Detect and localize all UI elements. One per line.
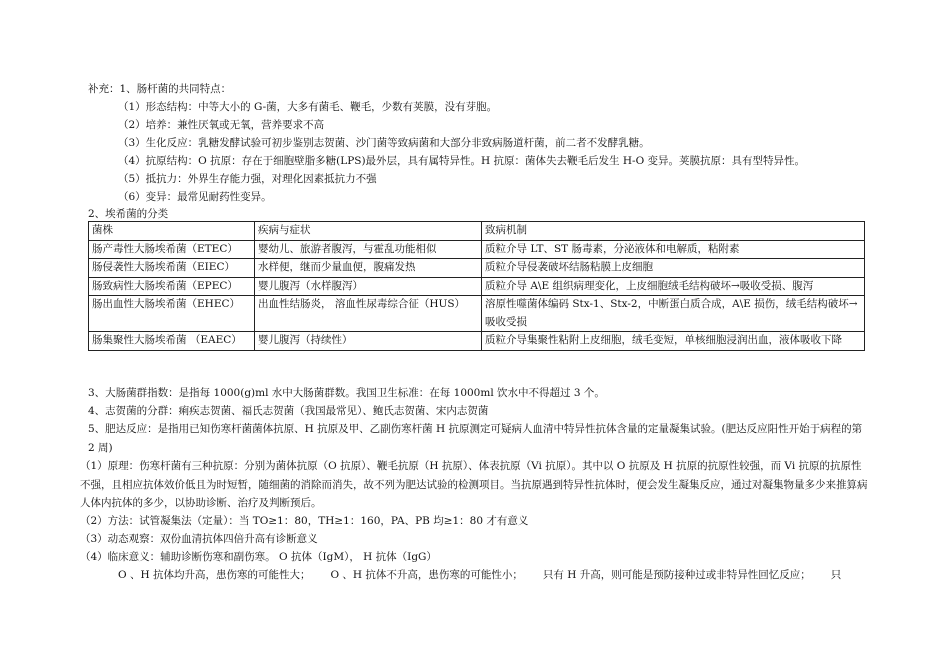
header-disease: 疾病与症状 <box>255 222 482 241</box>
sec1-item-4: （4）抗原结构：O 抗原：存在于细胞壁脂多糖(LPS)最外层，具有属特异性。H 抗原：菌体失去鞭毛后发生 H-O 变异。荚膜抗原：具有型特异性。 <box>118 155 806 167</box>
sec4-shigella-groups: 4、志贺菌的分群：痢疾志贺菌、福氏志贺菌（我国最常见）、鲍氏志贺菌、宋内志贺菌 <box>88 405 489 417</box>
sec1-item-3: （3）生化反应：乳糖发酵试验可初步鉴别志贺菌、沙门菌等致病菌和大部分非致病肠道杆菌，前二者不发酵乳糖。 <box>118 137 650 149</box>
header-strain: 菌株 <box>89 222 255 241</box>
sec1-item-6: （6）变异：最常见耐药性变异。 <box>118 191 272 203</box>
sec2-heading: 2、埃希菌的分类 <box>88 208 169 220</box>
cell-disease: 婴幼儿、旅游者腹泻，与霍乱功能相似 <box>255 240 482 259</box>
ecoli-classification-table <box>88 221 865 351</box>
cell-disease: 出血性结肠炎， 溶血性尿毒综合征（HUS） <box>255 296 482 332</box>
cell-strain: 肠侵袭性大肠埃希菌（EIEC） <box>89 259 255 278</box>
cell-strain: 肠集聚性大肠埃希菌 （EAEC） <box>89 332 255 351</box>
cell-mechanism: 质粒介导 LT、ST 肠毒素，分泌液体和电解质，粘附素 <box>482 240 865 259</box>
cell-strain: 肠致病性大肠埃希菌（EPEC） <box>89 277 255 296</box>
sec5-dynamic: （3）动态观察：双份血清抗体四倍升高有诊断意义 <box>80 533 318 545</box>
cell-disease: 水样便，继而少量血便，腹痛发热 <box>255 259 482 278</box>
cell-strain: 肠产毒性大肠埃希菌（ETEC） <box>89 240 255 259</box>
cell-mechanism: 质粒介导 A\E 组织病理变化，上皮细胞绒毛结构破坏→吸收受损、腹泻 <box>482 277 865 296</box>
cell-disease: 婴儿腹泻（持续性） <box>255 332 482 351</box>
table-row <box>89 277 865 296</box>
sec1-item-1: （1）形态结构：中等大小的 G-菌，大多有菌毛、鞭毛，少数有荚膜，没有芽胞。 <box>118 101 498 113</box>
table-row <box>89 332 865 351</box>
table-row <box>89 259 865 278</box>
sec5-principle: （1）原理：伤寒杆菌有三种抗原：分别为菌体抗原（O 抗原）、鞭毛抗原（H 抗原）、体表抗原（Vi 抗原）。其中以 O 抗原及 H 抗原的抗原性较强，而 Vi 抗原的抗原性不强，且相应抗体效价低且为时短暂，随细菌的消除而消失，故不列为肥达试验的检测项目。当抗原遇到特异性抗体时，便会发生凝集反应，通过对凝集物量多少来推算病人体内抗体的多少，以协助诊断、治疗及判断预后。 <box>80 460 868 509</box>
cell-mechanism: 溶原性噬菌体编码 Stx-1、Stx-2，中断蛋白质合成，A\E 损伤，绒毛结构破坏→吸收受损 <box>482 296 865 332</box>
sec5-last-line: O 、H 抗体均升高，患伤寒的可能性大； O 、H 抗体不升高，患伤寒的可能性小； 只有 H 升高，则可能是预防接种过或非特异性回忆反应； 只 <box>118 569 842 581</box>
table-header-row <box>89 222 865 241</box>
header-mechanism: 致病机制 <box>482 222 865 241</box>
sec1-item-2: （2）培养：兼性厌氧或无氧，营养要求不高 <box>118 119 325 131</box>
table-row <box>89 240 865 259</box>
sec1-item-5: （5）抵抗力：外界生存能力强，对理化因素抵抗力不强 <box>118 173 377 185</box>
sec5-clinical: （4）临床意义：辅助诊断伤寒和副伤寒。 O 抗体（IgM）， H 抗体（IgG） <box>80 551 437 563</box>
cell-mechanism: 质粒介导侵袭破坏结肠粘膜上皮细胞 <box>482 259 865 278</box>
cell-strain: 肠出血性大肠埃希菌（EHEC） <box>89 296 255 332</box>
sec5-method: （2）方法：试管凝集法（定量）：当 TO≥1：80，TH≥1：160，PA、PB 均≥1：80 才有意义 <box>80 515 529 527</box>
sec3-coliform-index: 3、大肠菌群指数：是指每 1000(g)ml 水中大肠菌群数。我国卫生标准：在每 1000ml 饮水中不得超过 3 个。 <box>88 387 605 399</box>
sec5-widal-intro: 5、肥达反应：是指用已知伤寒杆菌菌体抗原、H 抗原及甲、乙副伤寒杆菌 H 抗原测定可疑病人血清中特异性抗体含量的定量凝集试验。(肥达反应阳性开始于病程的第 2 周) <box>88 423 863 454</box>
sec1-heading: 补充：1、肠杆菌的共同特点： <box>88 83 232 95</box>
cell-mechanism: 质粒介导集聚性粘附上皮细胞，绒毛变短，单核细胞浸润出血，液体吸收下降 <box>482 332 865 351</box>
table-row <box>89 296 865 332</box>
cell-disease: 婴儿腹泻（水样腹泻） <box>255 277 482 296</box>
